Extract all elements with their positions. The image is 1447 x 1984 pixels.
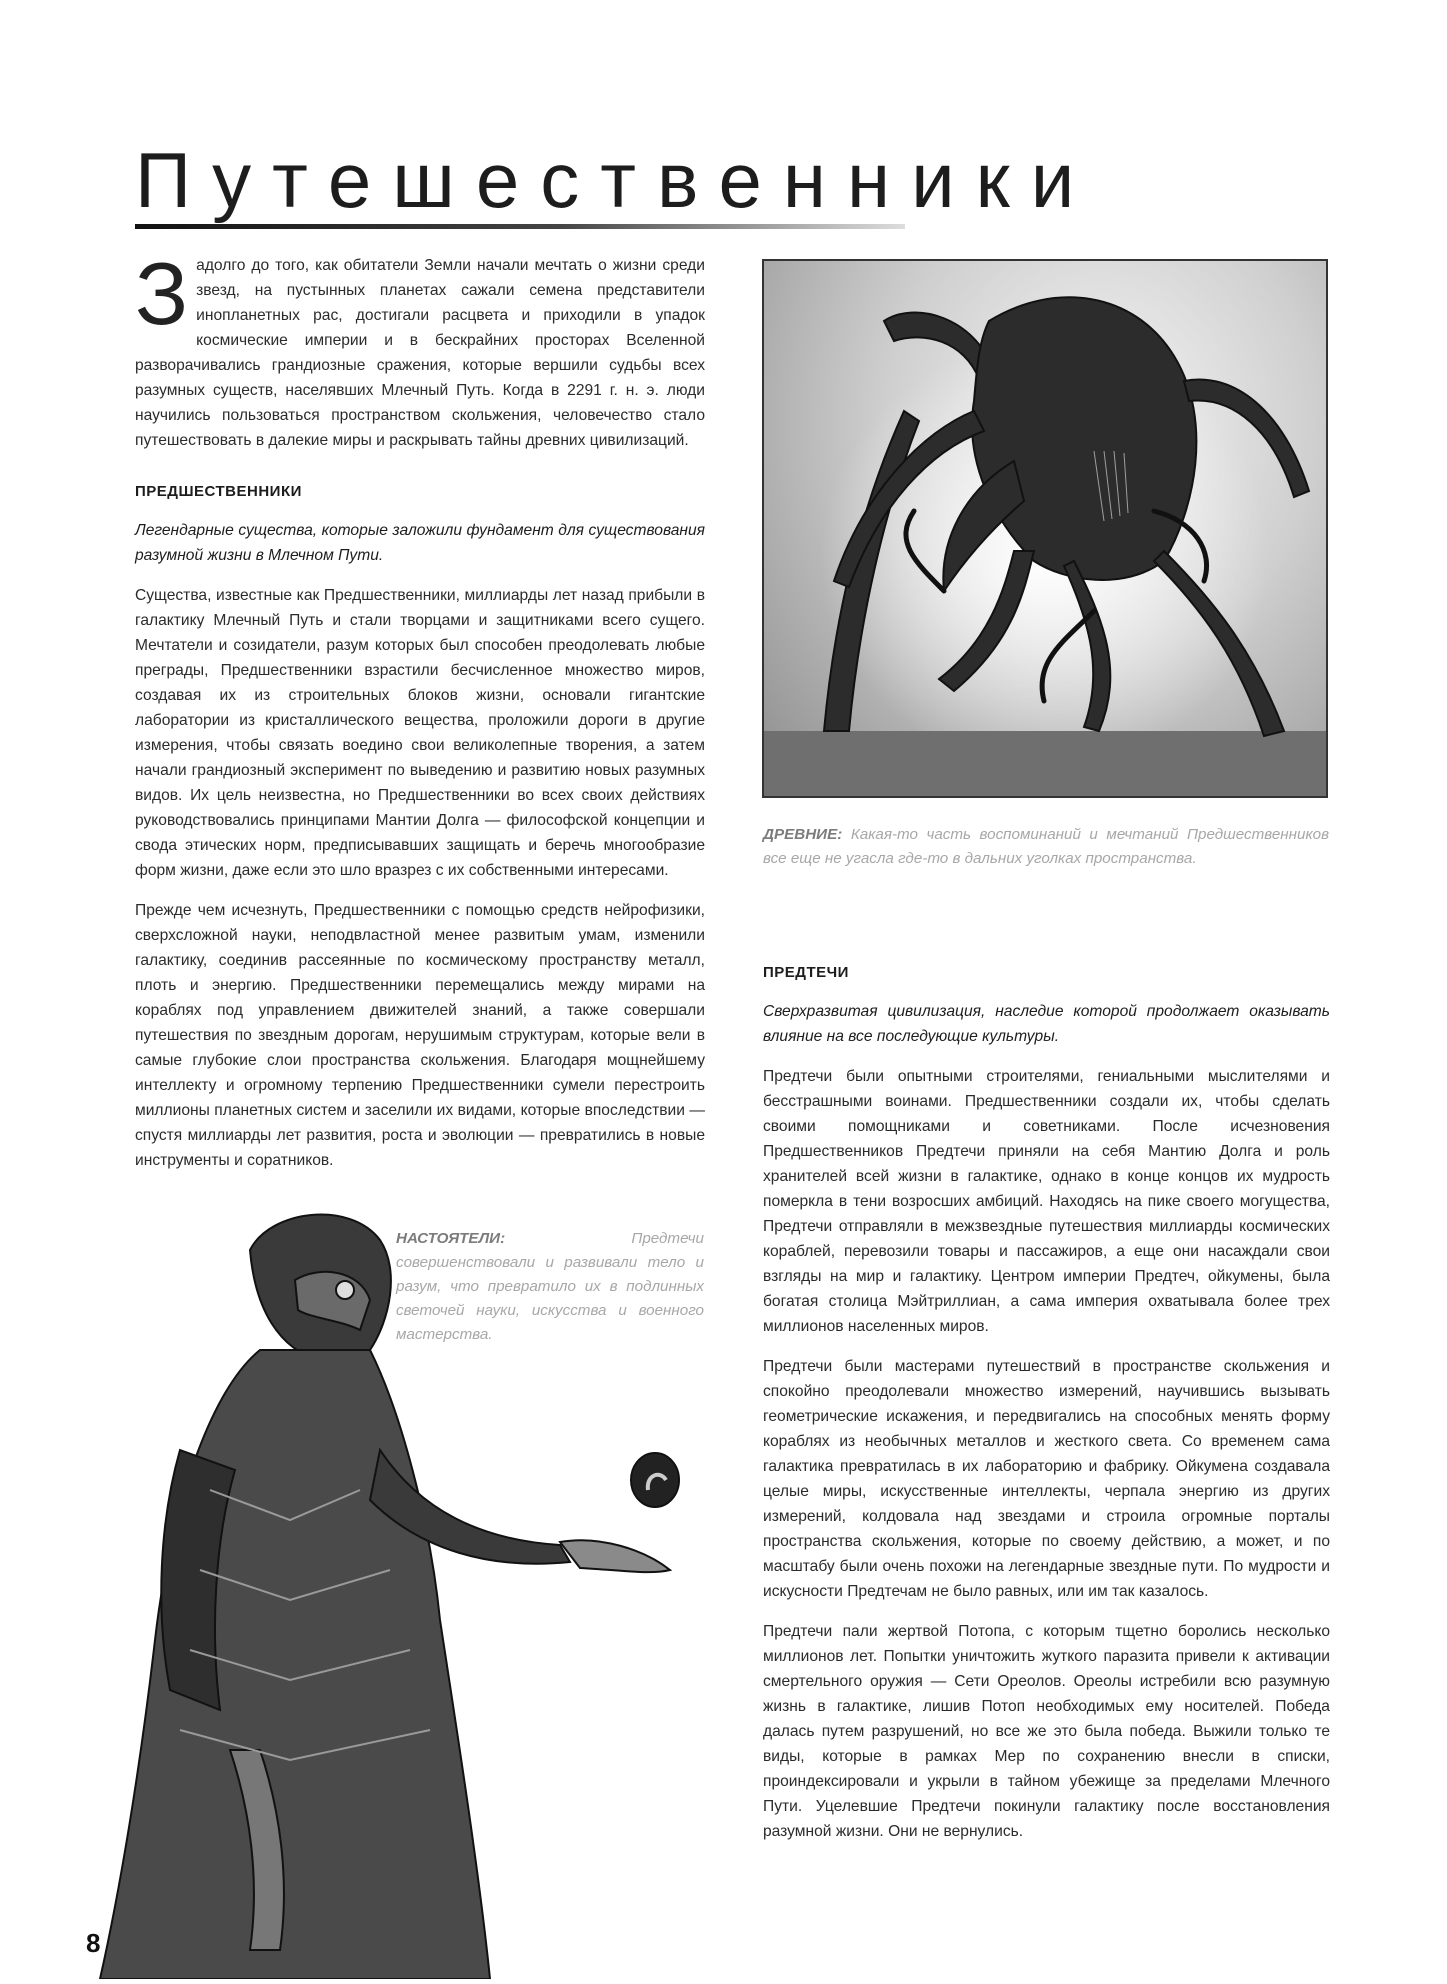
floating-orb bbox=[631, 1453, 679, 1507]
forerunners-paragraph: Существа, известные как Предшественники, миллиарды лет назад прибыли в галактику Млечный Путь и стали творцами и защитниками всего сущего. Мечтатели и созидатели, разум которых был способен преодолевать любые преграды, Предшественники взрастили бесчисленное множество миров, создавая их из строительных блоков жизни, основали гигантские лаборатории из кристаллического вещества, проложили дороги в другие измерения, чтобы связать воедино свои великолепные творения, а затем начали грандиозный эксперимент по выведению и развитию новых разумных видов. Их цель неизвестна, но Предшественники во всех своих действиях руководствовались принципами Мантии Долга — философской концепции и свода этических норм, предписывавших защищать и беречь многообразие форм жизни, даже если это шло вразрез с их собственными интересами. bbox=[135, 587, 705, 879]
forerunners-lead: Легендарные существа, которые заложили фундамент для существования разумной жизни в Млечном Пути. bbox=[135, 522, 705, 564]
creature-artwork bbox=[764, 261, 1326, 796]
precursors-paragraph: Предтечи пали жертвой Потопа, с которым тщетно боролись несколько миллионов лет. Попытки уничтожить жуткого паразита привели к активации смертельного оружия — Сети Ореолов. Ореолы истребили всю разумную жизнь в галактике, лишив Потоп необходимых ему носителей. Победа далась путем разрушений, но все же это была победа. Выжили только те виды, которые в рамках Мер по сохранению внесли в списки, проиндексировали и укрыли в тайном убежище за пределами Млечного Пути. Уцелевшие Предтечи покинули галактику после восстановления разумной жизни. Они не вернулись. bbox=[763, 1623, 1330, 1840]
abbots-caption-label: НАСТОЯТЕЛИ: bbox=[396, 1230, 506, 1247]
forerunners-paragraph: Прежде чем исчезнуть, Предшественники с помощью средств нейрофизики, сверхсложной науки, неподвластной менее развитым умам, изменили галактику, соединив рассеянные по космическому пространству металл, плоть и энергию. Предшественники перемещались между мирами на кораблях под управлением движителей знаний, а также совершали путешествия по звездным дорогам, нерушимым структурам, которые вели в самые глубокие слои пространства скольжения. Благодаря мощнейшему интеллекту и огромному терпению Предшественники сумели перестроить миллионы планетных систем и заселили их видами, которые впоследствии — спустя миллиарды лет развития, роста и эволюции — превратились в новые инструменты и соратников. bbox=[135, 902, 705, 1169]
abbots-caption-text: Предтечи совершенствовали и развивали тело и разум, что превратило их в подлинных светочей науки, искусства и военного мастерства. bbox=[396, 1230, 704, 1343]
page-number: 8 bbox=[86, 1928, 101, 1958]
ancients-caption-text: Какая-то часть воспоминаний и мечтаний Предшественников все еще не угасла где-то в дальних уголках пространства. bbox=[763, 826, 1329, 867]
page-title: Путешественники bbox=[135, 136, 1096, 224]
intro-text: адолго до того, как обитатели Земли начали мечтать о жизни среди звезд, на пустынных планетах сажали семена представители инопланетных рас, достигали расцвета и приходили в упадок космические империи и в бескрайних просторах Вселенной разворачивались грандиозные сражения, которые вершили судьбы всех разумных существ, населявших Млечный Путь. Когда в 2291 г. н. э. люди научились пользоваться пространством скольжения, человечество стало путешествовать в далекие миры и раскрывать тайны древних цивилизаций. bbox=[135, 257, 705, 449]
intro-paragraph bbox=[135, 244, 705, 453]
title-rule bbox=[135, 224, 905, 229]
forerunners-heading: ПРЕДШЕСТВЕННИКИ bbox=[135, 483, 302, 500]
dropcap: З bbox=[135, 244, 189, 343]
precursors-lead: Сверхразвитая цивилизация, наследие которой продолжает оказывать влияние на все последующие культуры. bbox=[763, 1003, 1330, 1045]
right-column bbox=[763, 960, 1330, 1859]
precursors-heading: ПРЕДТЕЧИ bbox=[763, 964, 849, 981]
ancients-caption bbox=[763, 823, 1329, 871]
abbots-caption bbox=[396, 1227, 704, 1347]
ancients-illustration bbox=[762, 259, 1328, 798]
precursors-paragraph: Предтечи были мастерами путешествий в пространстве скольжения и спокойно преодолевали множество измерений, научившись вызывать геометрические искажения, и передвигались на способных менять форму кораблях из необычных металлов и жесткого света. Со временем сама галактика превратилась в их лабораторию и фабрику. Ойкумена создавала целые миры, искусственные интеллекты, черпала энергию из других измерений, колдовала над звездами и строила огромные порталы пространства скольжения, которые по своему действию, а может, и по масштабу были очень похожи на легендарные звездные пути. По мудрости и искусности Предтечам не было равных, или им так казалось. bbox=[763, 1358, 1330, 1600]
ancients-caption-label: ДРЕВНИЕ: bbox=[763, 826, 843, 843]
precursors-paragraph: Предтечи были опытными строителями, гениальными мыслителями и бесстрашными воинами. Предшественники создали их, чтобы сделать своими помощниками и советниками. После исчезновения Предшественников Предтечи приняли на себя Мантию Долга и роль хранителей всей жизни в галактике, однако в конце концов их мудрость померкла в тени возросших амбиций. Находясь на пике своего могущества, Предтечи отправляли в межзвездные путешествия миллиарды космических кораблей, перевозили товары и пассажиров, а еще они насаждали свои взгляды на мир и галактику. Центром империи Предтеч, ойкумены, была богатая столица Мэйтриллиан, а сама империя охватывала более трех миллионов населенных миров. bbox=[763, 1068, 1330, 1335]
left-column bbox=[135, 244, 705, 1188]
